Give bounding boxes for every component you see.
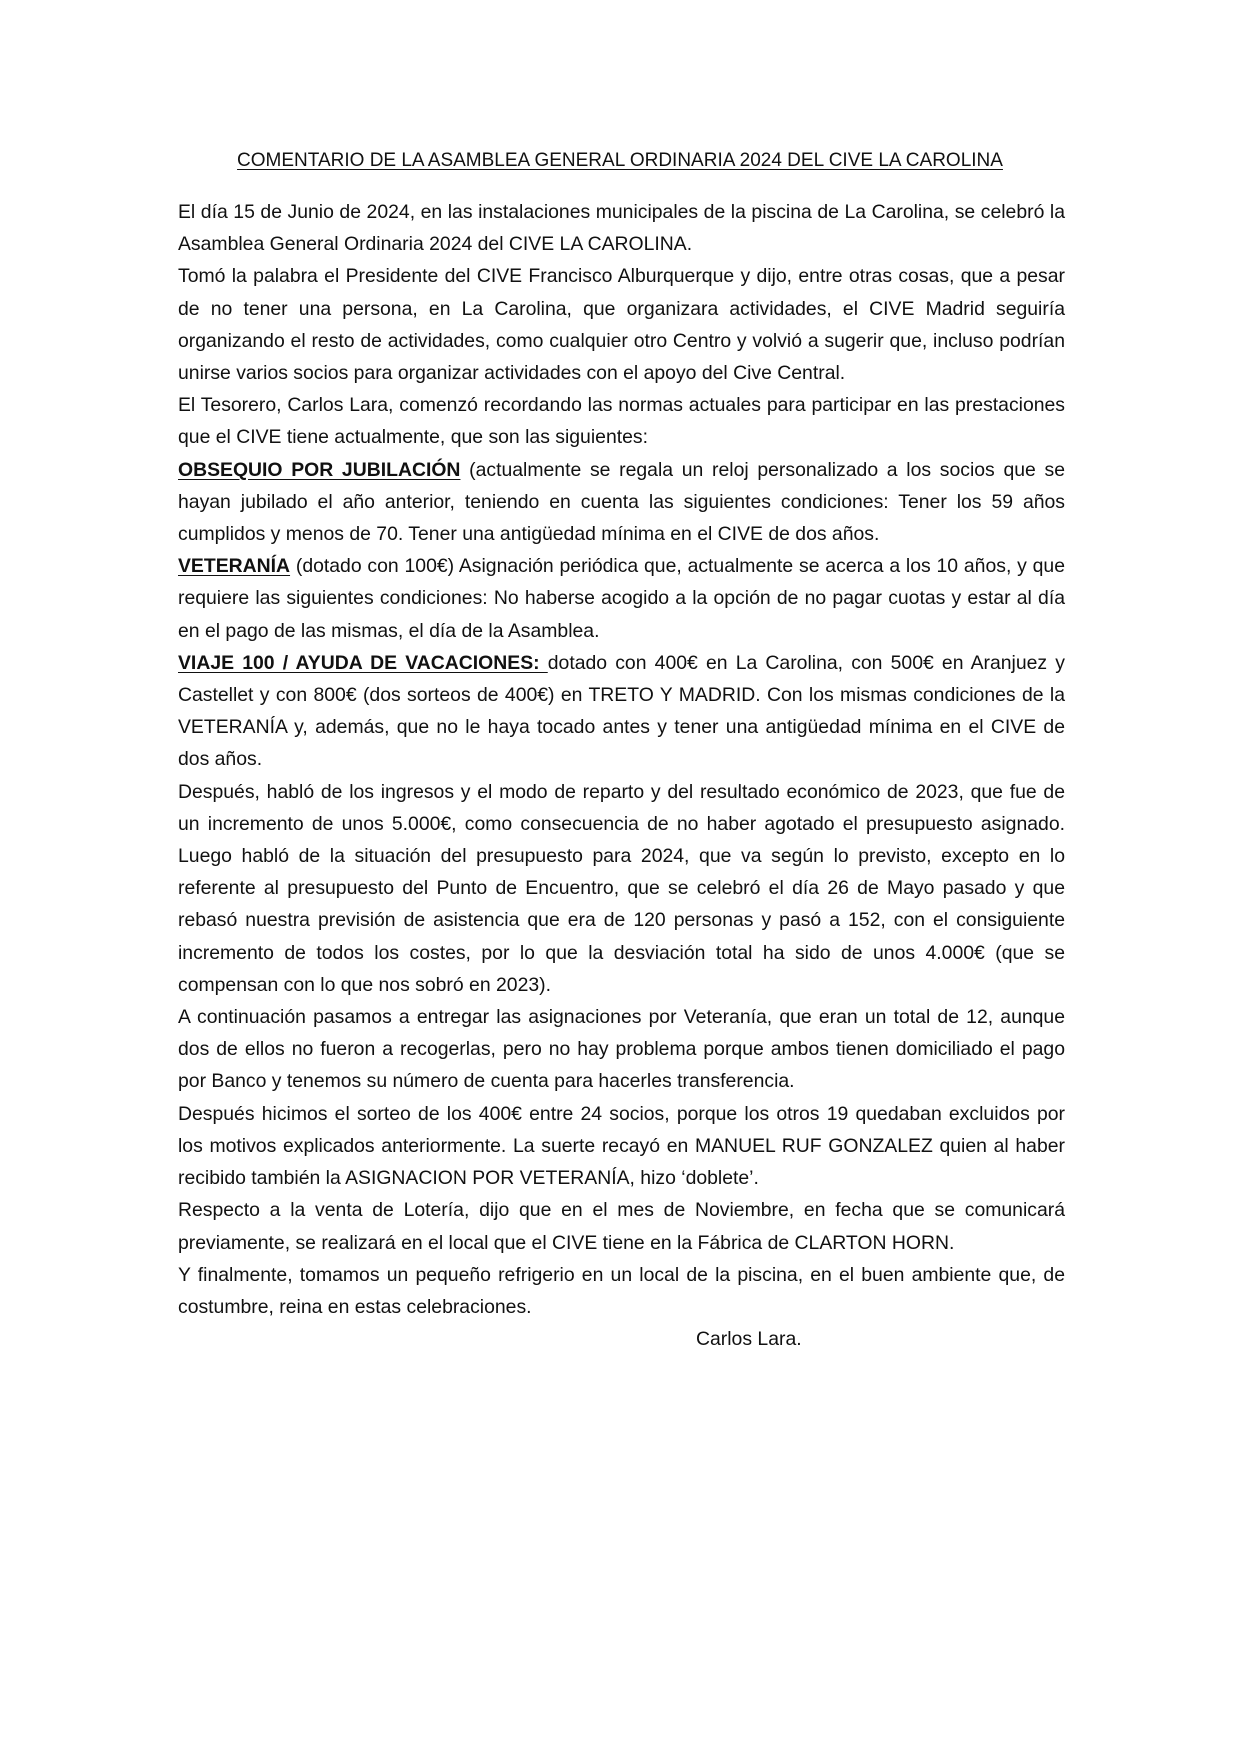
paragraph-obsequio [178, 454, 1065, 551]
paragraph-viaje [178, 647, 1065, 776]
document-title: COMENTARIO DE LA ASAMBLEA GENERAL ORDINARIA 2024 DEL CIVE LA CAROLINA [237, 150, 1003, 171]
paragraph-president: Tomó la palabra el Presidente del CIVE Francisco Alburquerque y dijo, entre otras cosas, que a pesar de no tener una persona, en La Carolina, que organizara actividades, el CIVE Madrid seguiría organizando el resto de actividades, como cualquier otro Centro y volvió a sugerir que, incluso podrían unirse varios socios para organizar actividades con el apoyo del Cive Central. [178, 265, 1065, 385]
viaje-heading: VIAJE 100 / AYUDA DE VACACIONES: [178, 651, 548, 674]
paragraph-veterania [178, 550, 1065, 647]
obsequio-text: (actualmente se regala un reloj personalizado a los socios que se hayan jubilado el año anterior, teniendo en cuenta las siguientes condiciones: Tener los 59 años cumplidos y menos de 70. Tener una antigüedad mínima en el CIVE de dos años. [178, 458, 1065, 546]
paragraph-veterania-delivery: A continuación pasamos a entregar las asignaciones por Veteranía, que eran un total de 12, aunque dos de ellos no fueron a recogerlas, pero no hay problema porque ambos tienen domiciliado el pago por Banco y tenemos su número de cuenta para hacerles transferencia. [178, 1006, 1065, 1093]
viaje-text: dotado con 400€ en La Carolina, con 500€ en Aranjuez y Castellet y con 800€ (dos sorteos de 400€) en TRETO Y MADRID. Con los mismas condiciones de la VETERANÍA y, además, que no le haya tocado antes y tener una antigüedad mínima en el CIVE de dos años. [178, 651, 1065, 771]
document-body [178, 196, 1065, 1355]
veterania-heading: VETERANÍA [178, 555, 291, 578]
paragraph-draw: Después hicimos el sorteo de los 400€ entre 24 socios, porque los otros 19 quedaban excluidos por los motivos explicados anteriormente. La suerte recayó en MANUEL RUF GONZALEZ quien al haber recibido también la ASIGNACION POR VETERANÍA, hizo ‘doblete’. [178, 1102, 1065, 1190]
paragraph-intro: El día 15 de Junio de 2024, en las instalaciones municipales de la piscina de La Carolina, se celebró la Asamblea General Ordinaria 2024 del CIVE LA CAROLINA. [178, 201, 1065, 256]
obsequio-heading: OBSEQUIO POR JUBILACIÓN [178, 458, 461, 481]
paragraph-closing: Y finalmente, tomamos un pequeño refrigerio en un local de la piscina, en el buen ambiente que, de costumbre, reina en estas celebraciones. [178, 1263, 1065, 1318]
paragraph-finances: Después, habló de los ingresos y el modo de reparto y del resultado económico de 2023, que fue de un incremento de unos 5.000€, como consecuencia de no haber agotado el presupuesto asignado. Luego habló de la situación del presupuesto para 2024, que va según lo previsto, excepto en lo referente al presupuesto del Punto de Encuentro, que se celebró el día 26 de Mayo pasado y que rebasó nuestra previsión de asistencia que era de 120 personas y pasó a 152, con el consiguiente incremento de todos los costes, por lo que la desviación total ha sido de unos 4.000€ (que se compensan con lo que nos sobró en 2023). [178, 780, 1065, 996]
paragraph-treasurer: El Tesorero, Carlos Lara, comenzó recordando las normas actuales para participar en las prestaciones que el CIVE tiene actualmente, que son las siguientes: [178, 394, 1065, 449]
paragraph-lottery: Respecto a la venta de Lotería, dijo que en el mes de Noviembre, en fecha que se comunicará previamente, se realizará en el local que el CIVE tiene en la Fábrica de CLARTON HORN. [178, 1199, 1065, 1254]
veterania-text: (dotado con 100€) Asignación periódica que, actualmente se acerca a los 10 años, y que requiere las siguientes condiciones: No haberse acogido a la opción de no pagar cuotas y estar al día en el pago de las mismas, el día de la Asamblea. [178, 555, 1065, 642]
signature: Carlos Lara. [696, 1328, 802, 1351]
